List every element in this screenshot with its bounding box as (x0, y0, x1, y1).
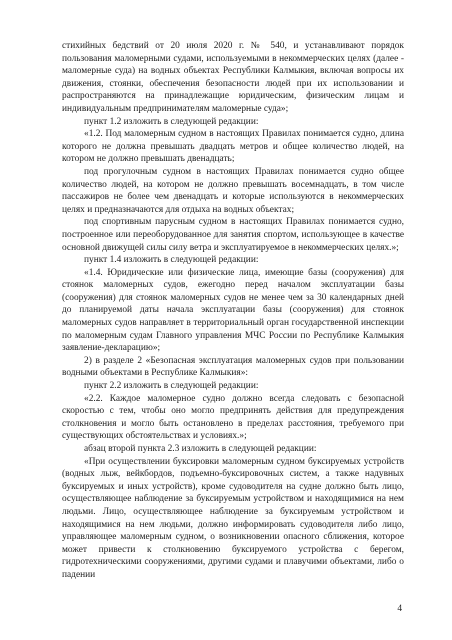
page-number: 4 (397, 604, 402, 614)
paragraph: пункт 1.2 изложить в следующей редакции: (84, 116, 259, 127)
paragraph: «2.2. Каждое маломерное судно должно всегда следовать с безопасной скоростью с тем, чтобы оно могло предпринять действия для предупреждения столкновения и могло быть остановлено в пределах расстояния, требуемого при существующих обстоятельствах и условиях.»; (62, 393, 404, 442)
paragraph: пункт 1.4 изложить в следующей редакции: (84, 255, 259, 266)
paragraph: пункт 2.2 изложить в следующей редакции: (84, 381, 259, 392)
paragraph: 2) в разделе 2 «Безопасная эксплуатация маломерных судов при пользовании водными объектами в Республике Калмыкия»: (62, 355, 404, 379)
paragraph: «При осуществлении буксировки маломерным судном буксируемых устройств (водных лыж, вейкбордов, подъемно-буксировочных систем, а также надувных буксируемых и иных устройств), кроме судоводителя на судне должно быть лицо, осуществляющее наблюдение за буксируемым устройством и находящимися на нем людьми. Лицо, осуществляющее наблюдение за буксируемым устройством и находящимися на нем людьми, должно информировать судоводителя либо лицо, управляющее маломерным судном, о возникновении опасного сближения, которое может привести к столкновению буксируемого устройства с берегом, гидротехническими сооружениями, другими судами и плавучими объектами, либо о падении (62, 456, 404, 580)
paragraph: абзац второй пункта 2.3 изложить в следующей редакции: (84, 444, 317, 454)
paragraph: «1.2. Под маломерным судном в настоящих Правилах понимается судно, длина которого не должна превышать двадцать метров и общее количество людей, на котором не должно превышать двенадцать; (62, 129, 404, 165)
paragraph: под прогулочным судном в настоящих Правилах понимается судно общее количество людей, на котором не должно превышать восемнадцать, в том числе пассажиров не более чем двенадцать и которые используются в некоммерческих целях и предназначаются для отдыха на водных объектах; (62, 166, 404, 215)
paragraph: «1.4. Юридические или физические лица, имеющие базы (сооружения) для стоянок маломерных судов, ежегодно перед началом эксплуатации базы (сооружения) для стоянок маломерных судов не менее чем за 30 календарных дней до планируемой даты начала эксплуатации базы (сооружения) для стоянок маломерных судов направляет в территориальный орган государственной инспекции по маломерным судам Главного управления МЧС России по Республике Калмыкия заявление-декларацию»; (62, 267, 404, 354)
paragraph: стихийных бедствий от 20 июля 2020 г. № 540, и устанавливают порядок пользования маломерными судами, используемыми в некоммерческих целях (далее - маломерные суда) на водных объектах Республики Калмыкия, включая вопросы их движения, стоянки, обеспечения безопасности людей при их использовании и распространяются на принадлежащие юридическим, физическим лицам и индивидуальным предпринимателям маломерные суда»; (62, 41, 404, 114)
document-body (62, 40, 404, 582)
paragraph: под спортивным парусным судном в настоящих Правилах понимается судно, построенное или переоборудованное для занятия спортом, использующее в качестве основной движущей силы силу ветра и эксплуатируемое в некоммерческих целях.»; (62, 217, 404, 253)
